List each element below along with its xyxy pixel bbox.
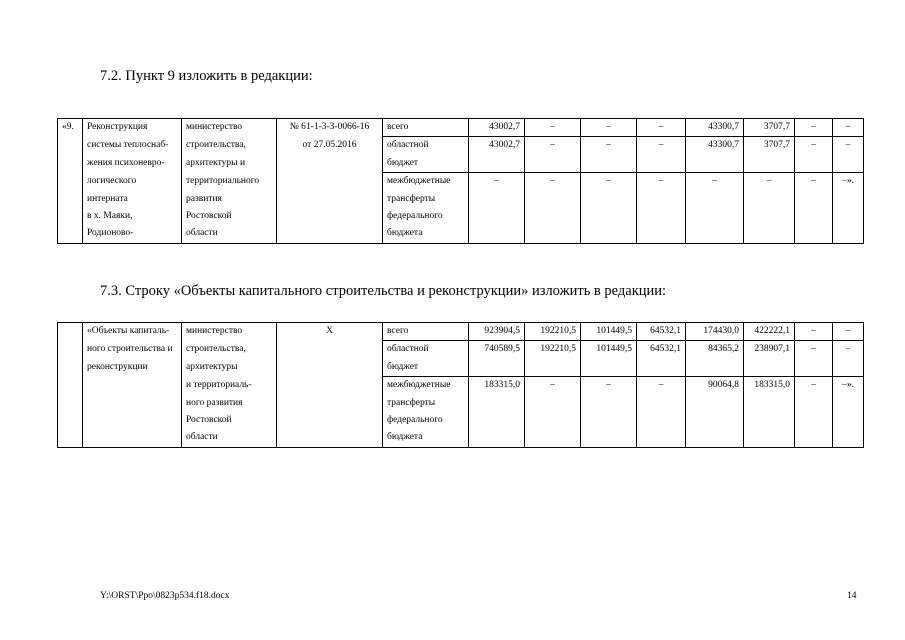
funding-value: 84365,2 [686,341,744,359]
funding-source: областной [383,341,469,359]
responsible-org: строительства, [182,137,277,155]
funding-value-cell [581,191,637,208]
responsible-org: Ростовской [182,412,277,429]
table-capital-objects [57,322,864,448]
funding-value: 192210,5 [525,341,581,359]
funding-value-cell [525,359,581,377]
table-line [58,173,864,191]
funding-source: межбюджетные [383,173,469,191]
funding-source: федерального [383,208,469,225]
object-name: реконструкции [83,359,182,377]
funding-value-cell [525,225,581,243]
funding-value: – [581,137,637,155]
funding-value: 101449,5 [581,341,637,359]
funding-value-cell [581,155,637,173]
table-line [58,208,864,225]
funding-value-cell [581,225,637,243]
funding-value: 422222,1 [744,323,795,341]
funding-value: – [744,173,795,191]
table-line [58,191,864,208]
funding-value: 183315,0 [744,377,795,395]
funding-value: – [795,377,833,395]
responsible-org: территориального [182,173,277,191]
funding-value-cell [686,359,744,377]
object-name [83,377,182,395]
table-capital-objects-body [58,323,864,448]
funding-value: – [525,377,581,395]
item-number-cell [58,429,83,447]
funding-value-cell [833,225,864,243]
funding-value-cell [469,412,525,429]
responsible-org: архитектуры и [182,155,277,173]
funding-value-cell [581,429,637,447]
funding-value: 43300,7 [686,119,744,137]
funding-value-cell [469,191,525,208]
funding-value: – [469,173,525,191]
funding-value-cell [686,208,744,225]
object-name: интерната [83,191,182,208]
funding-value: – [795,323,833,341]
project-doc [277,225,383,243]
object-name: системы теплоснаб- [83,137,182,155]
funding-value: – [795,341,833,359]
funding-value-cell [833,208,864,225]
funding-value-cell [686,191,744,208]
funding-source: бюджета [383,429,469,447]
funding-source: межбюджетные [383,377,469,395]
funding-value-cell [469,225,525,243]
funding-value-cell [795,359,833,377]
section-7-3-heading: 7.3. Строку «Объекты капитального строительства и реконструкции» изложить в редакции: [100,283,667,299]
funding-value-cell [469,395,525,412]
funding-value-cell [469,208,525,225]
page-number: 14 [847,591,857,601]
object-name: жения психоневро- [83,155,182,173]
funding-value: – [525,137,581,155]
funding-value-cell [795,412,833,429]
object-name [83,429,182,447]
table-punkt-9 [57,118,864,244]
table-line [58,225,864,243]
funding-value-cell [833,359,864,377]
funding-value: 238907,1 [744,341,795,359]
item-number-cell [58,225,83,243]
funding-value: 43002,7 [469,137,525,155]
funding-value: 43002,7 [469,119,525,137]
section-7-2-heading: 7.2. Пункт 9 изложить в редакции: [100,68,313,84]
funding-value: – [795,137,833,155]
funding-value-cell [744,225,795,243]
project-doc [277,173,383,191]
item-number: «9. [58,119,83,137]
funding-value-cell [525,191,581,208]
funding-value: 174430,0 [686,323,744,341]
project-doc [277,395,383,412]
funding-source: областной [383,137,469,155]
table-line [58,341,864,359]
funding-value-cell [637,429,686,447]
funding-value-cell [581,208,637,225]
funding-value-cell [581,395,637,412]
funding-value: 64532,1 [637,341,686,359]
funding-value: – [833,119,864,137]
project-doc [277,208,383,225]
funding-source: бюджет [383,359,469,377]
funding-value-cell [833,395,864,412]
project-doc [277,429,383,447]
project-doc: № 61-1-3-3-0066-16 [277,119,383,137]
funding-value-cell [744,191,795,208]
funding-value-cell [525,395,581,412]
funding-value-cell [795,191,833,208]
funding-value-cell [686,225,744,243]
project-doc: Х [277,323,383,341]
funding-value-cell [744,395,795,412]
funding-value-cell [686,429,744,447]
funding-value: – [833,341,864,359]
funding-value: –». [833,377,864,395]
funding-value-cell [795,208,833,225]
funding-source: трансферты [383,191,469,208]
funding-value: 3707,7 [744,137,795,155]
funding-value-cell [637,359,686,377]
item-number-cell [58,395,83,412]
table-line [58,412,864,429]
funding-value-cell [525,429,581,447]
funding-value-cell [525,155,581,173]
object-name: Реконструкция [83,119,182,137]
funding-value-cell [744,359,795,377]
funding-value-cell [686,395,744,412]
object-name: «Объекты капиталь- [83,323,182,341]
responsible-org: развития [182,191,277,208]
funding-source: всего [383,119,469,137]
funding-source: бюджет [383,155,469,173]
funding-value-cell [686,412,744,429]
table-line [58,323,864,341]
funding-value: 101449,5 [581,323,637,341]
funding-value: 740589,5 [469,341,525,359]
funding-value: 3707,7 [744,119,795,137]
funding-value-cell [795,225,833,243]
funding-value-cell [525,412,581,429]
item-number-cell [58,341,83,359]
item-number-cell [58,137,83,155]
funding-value-cell [581,412,637,429]
funding-value-cell [833,155,864,173]
funding-value-cell [469,359,525,377]
table-punkt-9-body [58,119,864,244]
funding-value: – [581,173,637,191]
responsible-org: и территориаль- [182,377,277,395]
funding-value: – [581,377,637,395]
responsible-org: министерство [182,119,277,137]
responsible-org: области [182,225,277,243]
item-number-cell [58,155,83,173]
funding-value-cell [744,429,795,447]
funding-source: всего [383,323,469,341]
object-name: в х. Маяки, [83,208,182,225]
table-line [58,137,864,155]
responsible-org: ного развития [182,395,277,412]
item-number-cell [58,191,83,208]
object-name: Родионово- [83,225,182,243]
project-doc: от 27.05.2016 [277,137,383,155]
object-name [83,395,182,412]
funding-value: 43300,7 [686,137,744,155]
funding-value-cell [637,191,686,208]
funding-value: – [637,377,686,395]
item-number-cell [58,323,83,341]
funding-value-cell [795,155,833,173]
item-number-cell [58,208,83,225]
funding-value-cell [469,155,525,173]
item-number-cell [58,412,83,429]
table-line [58,429,864,447]
project-doc [277,341,383,359]
responsible-org: области [182,429,277,447]
funding-value-cell [686,155,744,173]
funding-value: – [525,119,581,137]
funding-source: трансферты [383,395,469,412]
project-doc [277,155,383,173]
funding-value: –». [833,173,864,191]
item-number-cell [58,173,83,191]
funding-value: – [795,173,833,191]
funding-value: – [833,323,864,341]
table-line [58,155,864,173]
funding-value: – [637,119,686,137]
funding-value-cell [637,395,686,412]
funding-value-cell [525,208,581,225]
funding-value-cell [637,225,686,243]
project-doc [277,359,383,377]
funding-value: 923904,5 [469,323,525,341]
funding-value-cell [637,155,686,173]
funding-value: 90064,8 [686,377,744,395]
funding-value: – [833,137,864,155]
funding-value-cell [795,395,833,412]
responsible-org: архитектуры [182,359,277,377]
project-doc [277,191,383,208]
table-line [58,119,864,137]
responsible-org: министерство [182,323,277,341]
funding-value: 183315,0 [469,377,525,395]
project-doc [277,412,383,429]
object-name [83,412,182,429]
funding-value: – [581,119,637,137]
funding-value-cell [833,191,864,208]
funding-value-cell [581,359,637,377]
funding-value-cell [744,412,795,429]
funding-value: 192210,5 [525,323,581,341]
footer-file-path: Y:\ORST\Ppo\0823p534.f18.docx [100,591,230,601]
funding-value-cell [469,429,525,447]
funding-value-cell [833,412,864,429]
table-line [58,395,864,412]
funding-value: – [637,173,686,191]
table-line [58,359,864,377]
object-name: ного строительства и [83,341,182,359]
project-doc [277,377,383,395]
funding-value-cell [637,412,686,429]
funding-value-cell [744,155,795,173]
funding-value: 64532,1 [637,323,686,341]
responsible-org: Ростовской [182,208,277,225]
item-number-cell [58,377,83,395]
funding-value-cell [795,429,833,447]
funding-value: – [686,173,744,191]
item-number-cell [58,359,83,377]
object-name: логического [83,173,182,191]
funding-source: бюджета [383,225,469,243]
funding-value-cell [637,208,686,225]
funding-value-cell [744,208,795,225]
funding-value-cell [833,429,864,447]
funding-value: – [637,137,686,155]
funding-value: – [525,173,581,191]
table-line [58,377,864,395]
responsible-org: строительства, [182,341,277,359]
funding-value: – [795,119,833,137]
funding-source: федерального [383,412,469,429]
